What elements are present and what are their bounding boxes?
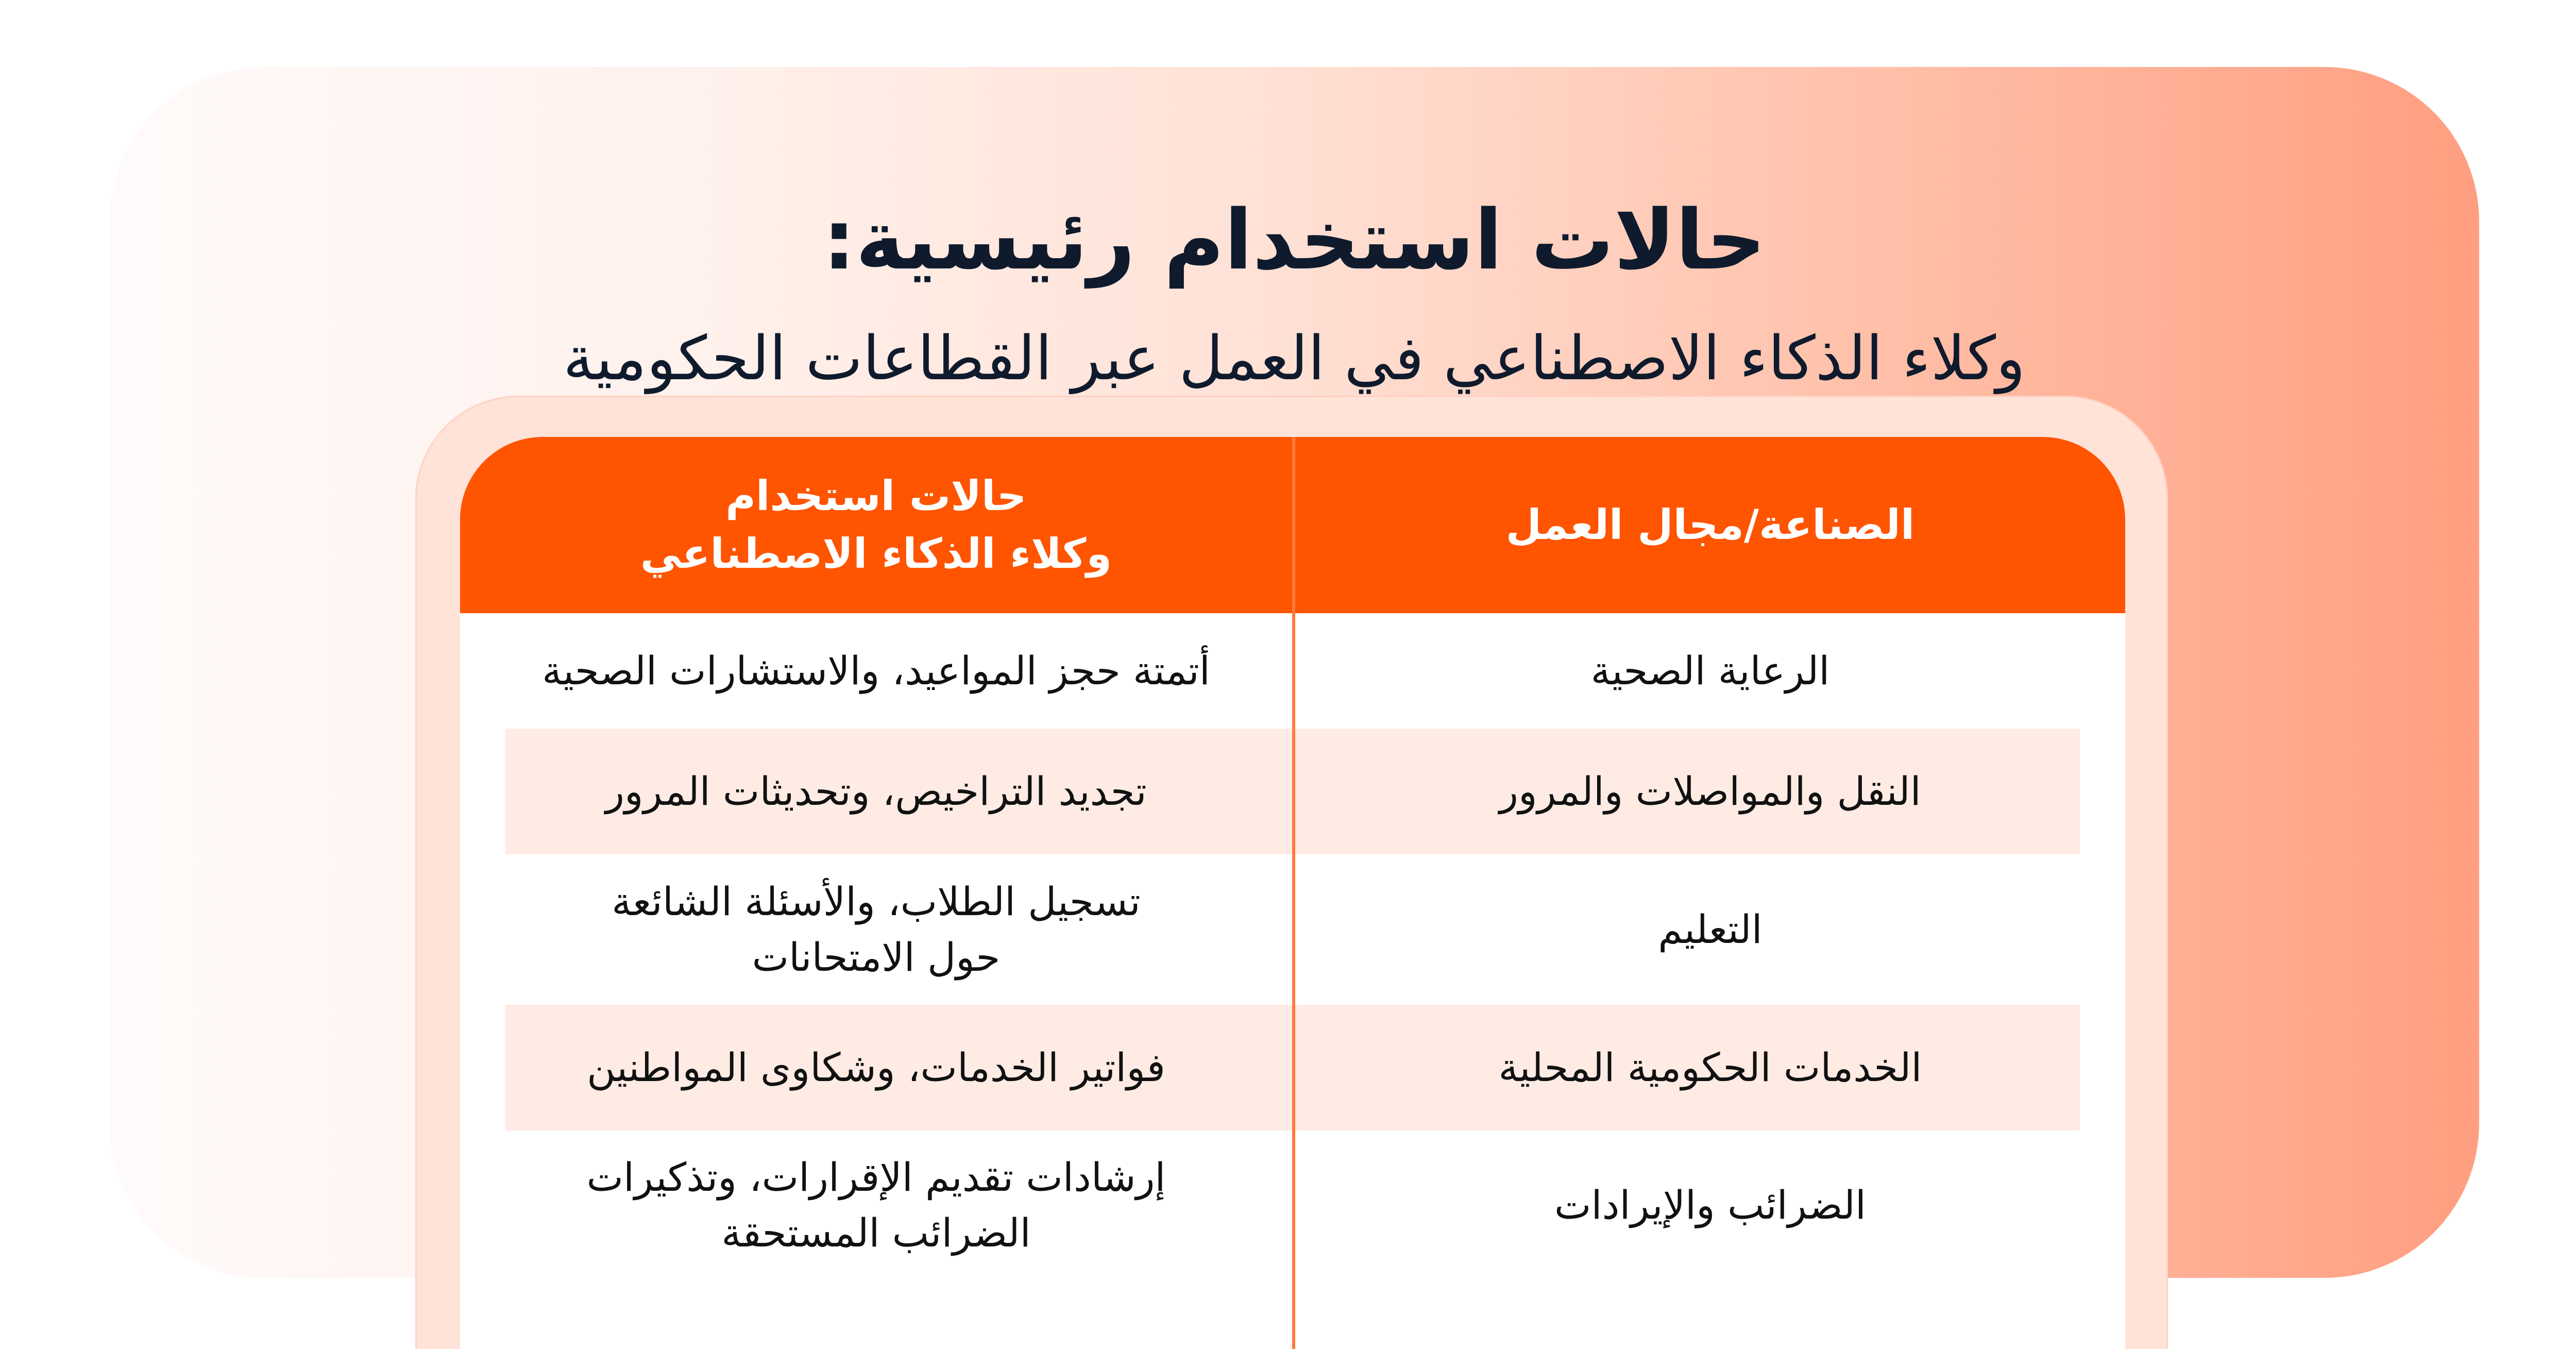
sector-cell: الضرائب والإيرادات (1554, 1182, 1867, 1228)
header-use-cases-line2: وكلاء الذكاء الاصطناعي (640, 530, 1112, 578)
sector-cell: الخدمات الحكومية المحلية (1498, 1044, 1922, 1090)
page-title: حالات استخدام رئيسية: (822, 192, 1766, 288)
use-case-cell (481, 729, 1272, 854)
use-case-cell (481, 1131, 1272, 1280)
page-subtitle: وكلاء الذكاء الاصطناعي في العمل عبر القطاعات الحكومية (563, 323, 2026, 394)
use-case-cell (481, 613, 1272, 729)
use-case-line1: تجديد التراخيص، وتحديثات المرور (605, 768, 1147, 814)
use-case-line1: أتمتة حجز المواعيد، والاستشارات الصحية (542, 648, 1210, 694)
column-divider (1292, 437, 1295, 1349)
use-case-cell (481, 1005, 1272, 1131)
header-use-cases (460, 437, 1292, 613)
sector-cell: النقل والمواصلات والمرور (1499, 768, 1921, 814)
use-case-line2: الضرائب المستحقة (721, 1210, 1031, 1256)
sector-cell: الرعاية الصحية (1590, 648, 1830, 694)
sector-cell: التعليم (1658, 906, 1762, 952)
header-use-cases-line1: حالات استخدام (725, 472, 1027, 520)
use-case-cell (481, 854, 1272, 1005)
use-case-line1: إرشادات تقديم الإقرارات، وتذكيرات (586, 1154, 1166, 1200)
use-case-line1: فواتير الخدمات، وشكاوى المواطنين (587, 1044, 1165, 1090)
use-case-line1: تسجيل الطلاب، والأسئلة الشائعة (612, 879, 1141, 924)
use-cases-table (460, 437, 2125, 1349)
header-sector: الصناعة/مجال العمل (1505, 501, 1915, 549)
use-case-line2: حول الامتحانات (752, 934, 1001, 980)
